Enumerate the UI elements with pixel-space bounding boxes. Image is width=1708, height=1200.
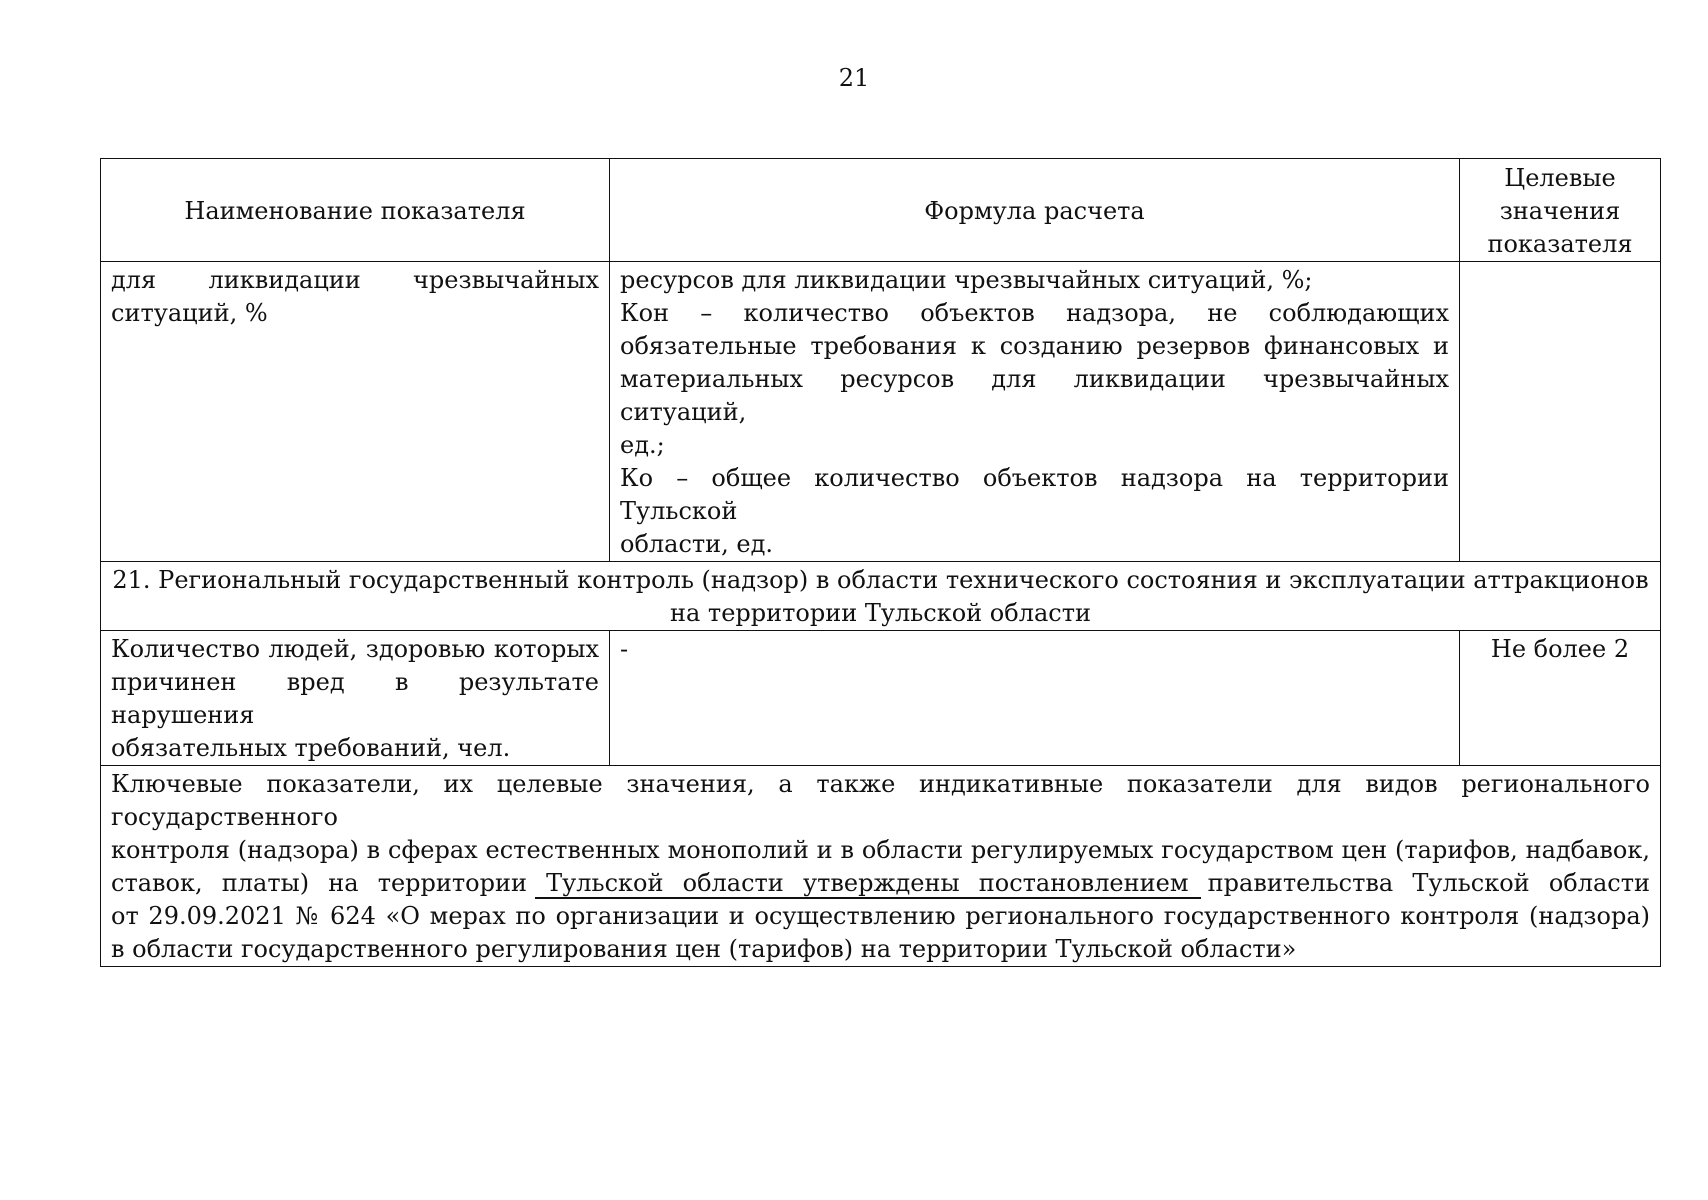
target-value-cell: Не более 2 — [1460, 631, 1661, 766]
header-target-line: значения — [1499, 196, 1621, 225]
text-line: обязательные требования к созданию резервов финансовых и — [620, 332, 1449, 360]
section-heading-row — [101, 562, 1661, 631]
text-line: Ключевые показатели, их целевые значения, а также индикативные показатели для видов регионального государственного — [111, 770, 1650, 831]
text-line: контроля (надзора) в сферах естественных монополий и в области регулируемых государством цен (тарифов, надбавок, — [111, 836, 1650, 864]
indicators-table — [100, 158, 1661, 967]
section-heading-line: 21. Региональный государственный контроль (надзор) в области технического состояния и эксплуатации аттракционов — [112, 566, 1649, 594]
text-line: ставок, платы) на территории Тульской области утверждены постановлением правительства Тульской области — [111, 869, 1650, 897]
section-heading-line: на территории Тульской области — [670, 599, 1091, 627]
section-heading — [101, 562, 1661, 631]
formula-cell: - — [610, 631, 1460, 766]
header-target-line: показателя — [1487, 229, 1633, 258]
indicator-name-cell — [101, 262, 610, 562]
header-formula: Формула расчета — [610, 159, 1460, 262]
text-line: обязательных требований, чел. — [111, 734, 511, 762]
text-line: в области государственного регулирования цен (тарифов) на территории Тульской области» — [111, 935, 1297, 963]
text-line: материальных ресурсов для ликвидации чрезвычайных ситуаций, — [620, 365, 1449, 426]
text-line: ресурсов для ликвидации чрезвычайных ситуаций, %; — [620, 266, 1313, 294]
text-line: Количество людей, здоровью которых — [111, 635, 599, 663]
table-row — [101, 262, 1661, 562]
text-line: от 29.09.2021 № 624 «О мерах по организации и осуществлению регионального государственного контроля (надзора) — [111, 902, 1650, 930]
table-header-row — [101, 159, 1661, 262]
footnote-row — [101, 766, 1661, 967]
text-line: причинен вред в результате нарушения — [111, 668, 599, 729]
text-line: для ликвидации чрезвычайных — [111, 266, 599, 294]
table-row — [101, 631, 1661, 766]
header-target-line: Целевые — [1504, 163, 1616, 192]
header-indicator-name: Наименование показателя — [101, 159, 610, 262]
text-line: Кон – количество объектов надзора, не соблюдающих — [620, 299, 1449, 327]
closing-rule — [535, 897, 1201, 899]
text-line: Ко – общее количество объектов надзора на территории Тульской — [620, 464, 1449, 525]
footnote-text — [101, 766, 1661, 967]
text-line: области, ед. — [620, 530, 774, 558]
indicator-name-cell — [101, 631, 610, 766]
text-line: ситуаций, % — [111, 299, 268, 327]
header-target-values — [1460, 159, 1661, 262]
page-number: 21 — [838, 64, 870, 92]
target-value-cell — [1460, 262, 1661, 562]
text-line: ед.; — [620, 431, 665, 459]
formula-cell — [610, 262, 1460, 562]
